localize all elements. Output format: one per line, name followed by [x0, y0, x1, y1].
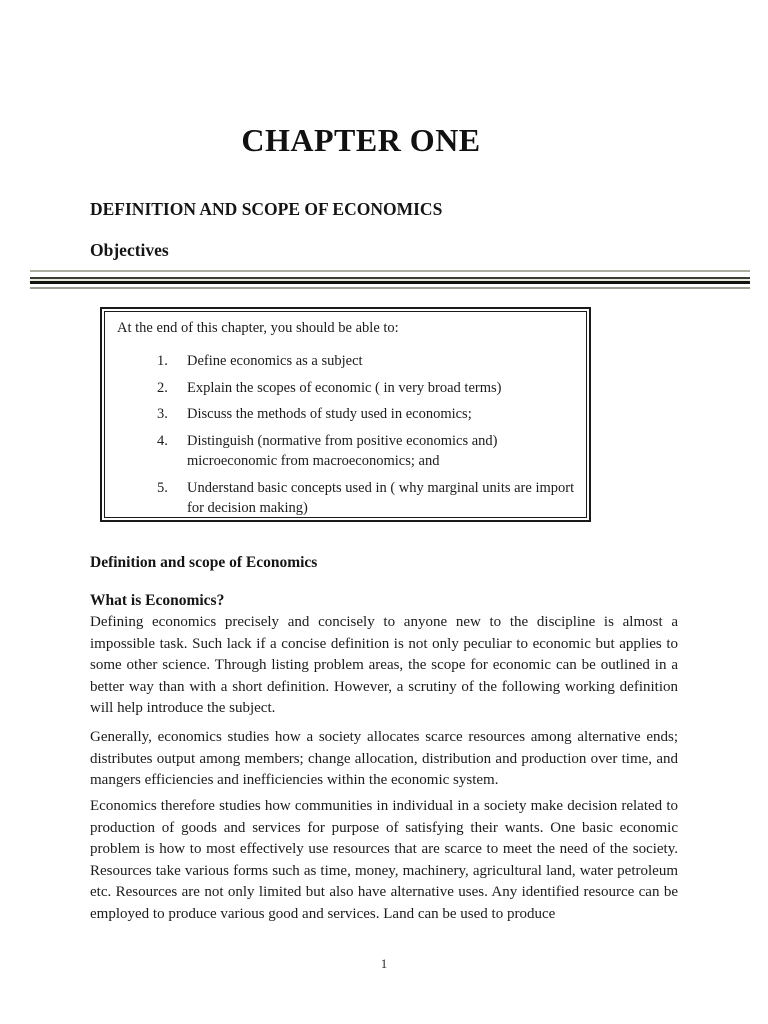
objective-number: 4. [157, 432, 168, 449]
divider-rule [30, 270, 750, 289]
divider-rule-thick [30, 277, 750, 284]
chapter-title: CHAPTER ONE [241, 122, 481, 158]
what-is-economics-heading: What is Economics? [90, 592, 225, 609]
objective-item [117, 351, 574, 372]
objective-item [117, 478, 574, 519]
objective-item [117, 431, 574, 472]
body-section-heading: Definition and scope of Economics [90, 554, 318, 571]
objective-number: 1. [157, 353, 168, 369]
objective-text: Distinguish (normative from positive economics and) microeconomic from macroeconomics; and [187, 432, 498, 469]
objective-text: Define economics as a subject [187, 353, 363, 369]
objectives-heading: Objectives [90, 240, 169, 260]
objective-item [117, 404, 574, 425]
objectives-list [117, 351, 574, 519]
divider-rule-thin-bottom [30, 287, 750, 289]
objectives-box [100, 307, 591, 522]
objective-text: Understand basic concepts used in ( why marginal units are import for decision making) [187, 479, 575, 516]
section-title: DEFINITION AND SCOPE OF ECONOMICS [90, 199, 443, 219]
body-paragraph-2: Generally, economics studies how a society allocates scarce resources among alternative ends; distributes output among members; change allocation, distribution and production over time, and mangers efficiencies and inefficiencies within the economic system. [90, 729, 678, 788]
divider-rule-thin-top [30, 270, 750, 272]
objective-number: 5. [157, 479, 168, 496]
page-number: 1 [380, 956, 388, 971]
objectives-box-inner [104, 311, 587, 518]
objective-text: Explain the scopes of economic ( in very broad terms) [187, 379, 502, 396]
body-paragraph-1: Defining economics precisely and concisely to anyone new to the discipline is almost a impossible task. Such lack if a concise definition is not only peculiar to economic but applies to some other science. Through listing problem areas, the scope for economic can be outlined in a better way than with a short definition. However, a scrutiny of the following working definition will help introduce the subject. [90, 614, 678, 716]
objective-text: Discuss the methods of study used in economics; [187, 406, 472, 422]
objective-number: 3. [157, 406, 168, 422]
objectives-intro: At the end of this chapter, you should be able to: [117, 320, 399, 336]
objective-number: 2. [157, 379, 168, 396]
objective-item [117, 378, 574, 399]
body-paragraph-3: Economics therefore studies how communities in individual in a society make decision related to production of goods and services for purpose of satisfying their wants. One basic economic problem is how to most effectively use resources that are scarce to meet the need of the society. Resources take various forms such as time, money, machinery, agricultural land, water petroleum etc. Resources are not only limited but also have alternative uses. Any identified resource can be employed to produce various good and services. Land can be used to produce [90, 798, 678, 922]
